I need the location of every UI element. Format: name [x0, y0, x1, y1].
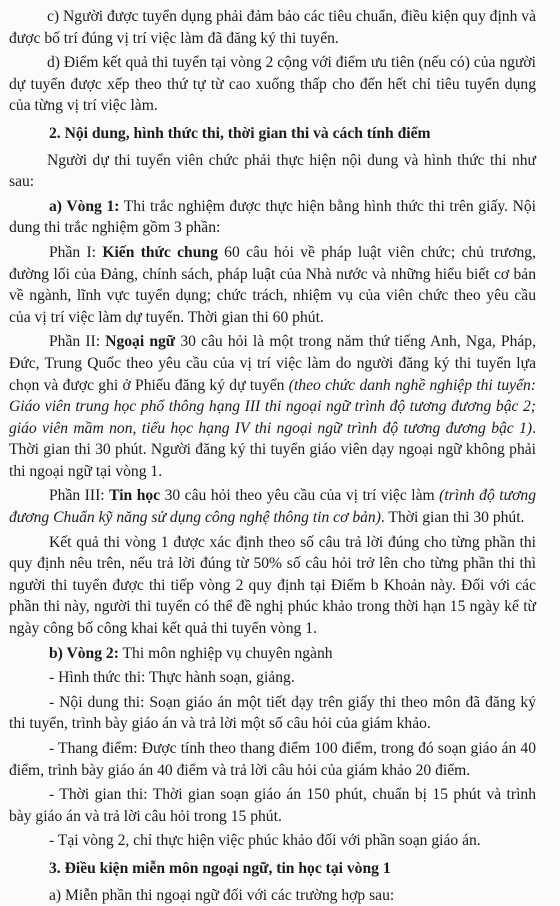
round-2-form: - Hình thức thi: Thực hành soạn, giảng.	[49, 669, 295, 687]
round-2-time: - Thời gian thi: Thời gian soạn giáo án 150 phút, chuẩn bị 15 phút và trình bày giáo án và trả lời câu hỏi trong 15 phút.	[9, 786, 536, 825]
round-2-paragraph	[9, 643, 536, 665]
part-2-text: 30 câu hỏi là một trong năm thứ tiếng Anh, Nga, Pháp, Đức, Trung Quốc theo yêu cầu của vị trí việc làm do người đăng ký thi tuyển lựa chọn và được ghi ở Phiếu đăng ký dự tuyển	[9, 333, 536, 394]
round-2-content: - Nội dung thi: Soạn giáo án một tiết dạy trên giấy thi theo môn đã đăng ký thi tuyển, trình bày giáo án và trả lời một số câu hỏi của giám khảo.	[9, 693, 536, 733]
part-2-tail: . Thời gian thi 30 phút. Người đăng ký thi tuyển giáo viên dạy ngoại ngữ không phải thi ngoại ngữ tại vòng 1.	[9, 419, 536, 480]
round-1-label: a) Vòng 1:	[49, 197, 120, 215]
section-2-heading: 2. Nội dung, hình thức thi, thời gian thi và cách tính điểm	[49, 124, 431, 142]
round-1-text: Thi trắc nghiệm được thực hiện bằng hình thức thi trên giấy. Nội dung thi trắc nghiệm gồm 3 phần:	[9, 197, 537, 237]
part-3-prefix: Phần III:	[49, 487, 110, 505]
round-1-paragraph	[9, 196, 536, 239]
part-3-paragraph	[9, 485, 536, 528]
round-2-scale: - Thang điểm: Được tính theo thang điểm 100 điểm, trong đó soạn giáo án 40 điểm, trình bày giáo án 40 điểm và trả lời câu hỏi của giám khảo 20 điểm.	[9, 740, 536, 779]
part-1-text: 60 câu hỏi về pháp luật viên chức; chủ trương, đường lối của Đảng, chính sách, pháp luật của Nhà nước và những hiểu biết cơ bản về ngành, lĩnh vực tuyển dụng; chức trách, nhiệm vụ của viên chức theo yêu cầu của vị trí việc làm dự tuyển. Thời gian thi 60 phút.	[9, 243, 536, 326]
round-2-text: Thi môn nghiệp vụ chuyên ngành	[118, 644, 333, 662]
part-1-paragraph	[9, 242, 536, 328]
part-1-prefix: Phần I:	[49, 243, 103, 261]
part-3-title: Tin học	[109, 487, 161, 505]
part-2-paragraph	[9, 331, 536, 482]
part-3-text: 30 câu hỏi theo yêu cầu của vị trí việc làm	[160, 487, 440, 505]
part-2-prefix: Phần II:	[49, 333, 106, 351]
round-2-label: b) Vòng 2:	[49, 644, 119, 662]
round-1-result: Kết quả thi vòng 1 được xác định theo số câu trả lời đúng cho từng phần thi quy định nêu trên, nếu trả lời đúng từ 50% số câu hỏi trở lên cho từng phần thi thì người thi tuyển được thi tiếp vòng 2 quy định tại Điểm b Khoản này. Đối với các phần thi này, người thi tuyển có thể đề nghị phúc khảo trong thời hạn 15 ngày kể từ ngày công bố công khai kết quả thi tuyển vòng 1.	[9, 533, 536, 638]
section-3-heading: 3. Điều kiện miễn môn ngoại ngữ, tin học tại vòng 1	[49, 859, 391, 877]
part-2-title: Ngoại ngữ	[105, 333, 176, 351]
part-1-title: Kiến thức chung	[102, 243, 218, 261]
clause-d: d) Điểm kết quả thi tuyển tại vòng 2 cộng với điểm ưu tiên (nếu có) của người dự tuyển được xếp theo thứ tự từ cao xuống thấp cho đến hết chỉ tiêu tuyển dụng của từng vị trí việc làm.	[9, 54, 536, 115]
part-2-note: (theo chức danh nghề nghiệp thi tuyển: Giáo viên trung học phổ thông hạng III thi ngoại ngữ trình độ tương đương bậc 2; giáo viên mầm non, tiểu học hạng IV thi ngoại ngữ trình độ tương đương bậc 1)	[9, 376, 536, 437]
part-3-tail: . Thời gian thi 30 phút.	[380, 509, 525, 527]
round-2-review: - Tại vòng 2, chỉ thực hiện việc phúc khảo đối với phần soạn giáo án.	[49, 832, 481, 850]
section-3-a: a) Miễn phần thi ngoại ngữ đối với các trường hợp sau:	[49, 886, 395, 904]
part-3-note: (trình độ tương đương Chuẩn kỹ năng sử dụng công nghệ thông tin cơ bản)	[9, 487, 536, 527]
clause-c: c) Người được tuyển dụng phải đảm bảo các tiêu chuẩn, điều kiện quy định và được bố trí đúng vị trí việc làm đã đăng ký thi tuyển.	[9, 8, 536, 47]
section-2-intro: Người dự thi tuyển viên chức phải thực hiện nội dung và hình thức thi như sau:	[9, 151, 536, 191]
